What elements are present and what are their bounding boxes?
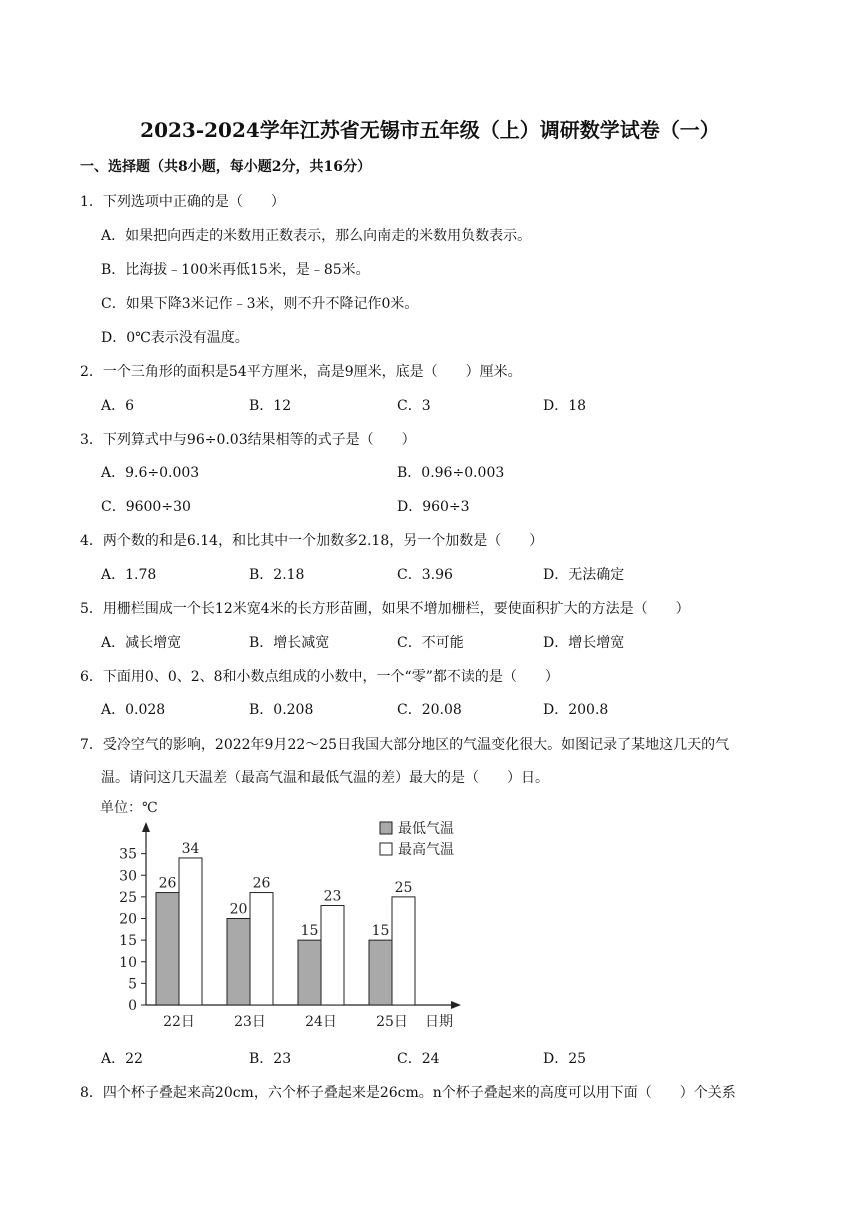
question-3-stem: 3．下列算式中与96÷0.03结果相等的式子是（ ） xyxy=(80,432,416,448)
question-1-option-b: B．比海拔﹣100米再低15米，是﹣85米。 xyxy=(101,262,370,278)
bar-value-label: 26 xyxy=(158,875,177,892)
legend-label-max: 最高气温 xyxy=(398,842,454,858)
question-5-option-c: C．不可能 xyxy=(397,635,464,651)
y-axis-arrow-icon xyxy=(142,822,150,832)
question-2-stem: 2．一个三角形的面积是54平方厘米，高是9厘米，底是（ ）厘米。 xyxy=(80,364,522,380)
question-1-stem: 1．下列选项中正确的是（ ） xyxy=(80,194,285,210)
bar-value-label: 20 xyxy=(229,901,248,918)
y-tick-label: 0 xyxy=(128,998,137,1014)
question-7-option-a: A．22 xyxy=(101,1051,143,1067)
question-4-option-a: A．1.78 xyxy=(101,567,157,583)
y-tick-label: 5 xyxy=(128,976,137,993)
bar-value-label: 15 xyxy=(371,923,390,940)
temperature-bar-chart xyxy=(98,792,468,1037)
legend-label-min: 最低气温 xyxy=(398,821,454,837)
question-7-stem-continued: 温。请问这几天温差（最高气温和最低气温的差）最大的是（ ）日。 xyxy=(101,770,549,786)
x-tick-label: 25日 xyxy=(376,1014,408,1030)
legend-swatch-max xyxy=(380,843,392,855)
x-tick-label: 23日 xyxy=(234,1014,266,1030)
y-tick-label: 35 xyxy=(119,846,137,863)
question-4-option-c: C．3.96 xyxy=(397,567,453,583)
y-tick-label: 25 xyxy=(119,889,137,906)
y-tick-label: 10 xyxy=(119,954,137,971)
question-3-option-b: B．0.96÷0.003 xyxy=(397,465,505,481)
x-tick-label: 24日 xyxy=(305,1014,337,1030)
question-7-stem: 7．受冷空气的影响，2022年9月22～25日我国大部分地区的气温变化很大。如图记录了某地这几天的气 xyxy=(80,737,730,753)
chart-legend xyxy=(380,821,454,858)
bar-value-label: 26 xyxy=(252,875,271,892)
question-8-stem: 8．四个杯子叠起来高20cm，六个杯子叠起来是26cm。n个杯子叠起来的高度可以用下面（ ）个关系 xyxy=(80,1085,736,1101)
question-1-option-d: D．0℃表示没有温度。 xyxy=(101,330,249,346)
question-5-option-d: D．增长增宽 xyxy=(543,635,625,651)
section-heading: 一、选择题（共8小题，每小题2分，共16分） xyxy=(80,159,371,175)
question-5-option-b: B．增长减宽 xyxy=(249,635,330,651)
bar-max xyxy=(392,897,415,1005)
x-axis-title: 日期 xyxy=(425,1014,453,1030)
bar-value-label: 23 xyxy=(323,888,342,905)
bar-value-label: 25 xyxy=(394,879,413,896)
bar-min xyxy=(156,893,179,1005)
question-7-option-c: C．24 xyxy=(397,1051,440,1067)
question-6-option-d: D．200.8 xyxy=(543,702,609,718)
chart-unit-label: 单位：℃ xyxy=(100,800,158,816)
y-tick-label: 30 xyxy=(119,868,137,885)
question-4-option-b: B．2.18 xyxy=(249,567,305,583)
question-4-stem: 4．两个数的和是6.14，和比其中一个加数多2.18，另一个加数是（ ） xyxy=(80,533,544,549)
bar-min xyxy=(227,919,250,1006)
question-6-stem: 6．下面用0、0、2、8和小数点组成的小数中，一个“零”都不读的是（ ） xyxy=(80,669,559,685)
question-3-option-a: A．9.6÷0.003 xyxy=(101,465,200,481)
x-axis-arrow-icon xyxy=(451,1001,461,1009)
bar-min xyxy=(369,940,392,1005)
question-4-option-d: D．无法确定 xyxy=(543,567,625,583)
bar-value-label: 15 xyxy=(300,923,319,940)
question-2-option-a: A．6 xyxy=(101,398,135,414)
y-tick-label: 15 xyxy=(119,933,137,950)
question-2-option-d: D．18 xyxy=(543,398,587,414)
bar-max xyxy=(179,858,202,1005)
bar-max xyxy=(321,906,344,1005)
page-title: 2023-2024学年江苏省无锡市五年级（上）调研数学试卷（一） xyxy=(140,118,720,142)
y-tick-label: 20 xyxy=(119,911,137,928)
question-5-option-a: A．减长增宽 xyxy=(101,635,182,651)
bar-min xyxy=(298,940,321,1005)
question-7-option-b: B．23 xyxy=(249,1051,292,1067)
question-2-option-b: B．12 xyxy=(249,398,292,414)
question-3-option-d: D．960÷3 xyxy=(397,499,470,515)
x-tick-label: 22日 xyxy=(163,1014,195,1030)
legend-swatch-min xyxy=(380,822,392,834)
bar-max xyxy=(250,893,273,1005)
question-3-option-c: C．9600÷30 xyxy=(101,499,191,515)
question-1-option-c: C．如果下降3米记作﹣3米，则不升不降记作0米。 xyxy=(101,296,419,312)
question-6-option-b: B．0.208 xyxy=(249,702,314,718)
question-6-option-a: A．0.028 xyxy=(101,702,166,718)
question-6-option-c: C．20.08 xyxy=(397,702,462,718)
question-7-option-d: D．25 xyxy=(543,1051,587,1067)
bar-value-label: 34 xyxy=(181,840,200,857)
question-5-stem: 5．用栅栏围成一个长12米宽4米的长方形苗圃，如果不增加栅栏，要使面积扩大的方法是（ ） xyxy=(80,601,690,617)
question-1-option-a: A．如果把向西走的米数用正数表示，那么向南走的米数用负数表示。 xyxy=(101,228,532,244)
question-2-option-c: C．3 xyxy=(397,398,431,414)
